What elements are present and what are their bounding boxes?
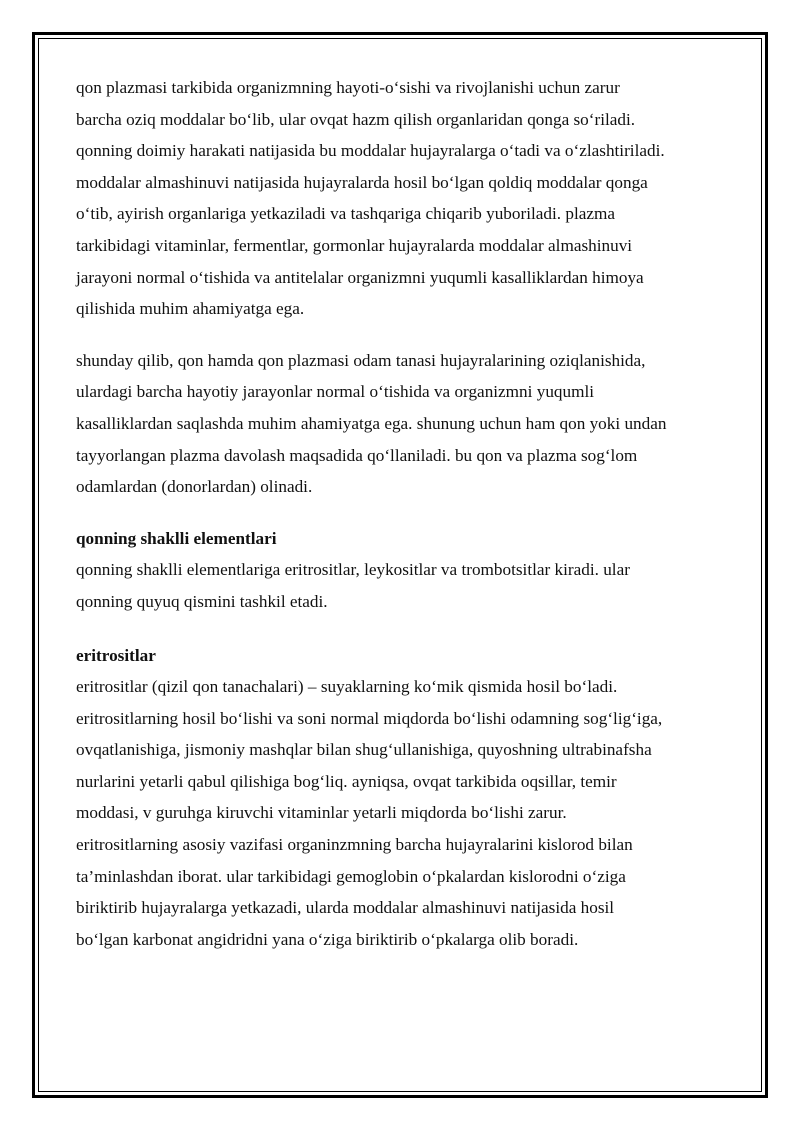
text-line: qonning doimiy harakati natijasida bu moddalar hujayralarga o‘tadi va o‘zlashtiriladi. [76,141,665,161]
text-line: tarkibidagi vitaminlar, fermentlar, gormonlar hujayralarda moddalar almashinuvi [76,235,633,255]
text-line: barcha oziq moddalar bo‘lib, ular ovqat hazm qilish organlaridan qonga so‘riladi. [76,109,636,129]
text-line: ta’minlashdan iborat. ular tarkibidagi gemoglobin o‘pkalardan kislorodni o‘ziga [76,866,626,886]
text-line: kasalliklardan saqlashda muhim ahamiyatga ega. shunung uchun ham qon yoki undan [76,413,667,433]
section-formed-elements [76,523,736,618]
text-line: eritrositlarning asosiy vazifasi organinzmning barcha hujayralarini kislorod bilan [76,835,633,855]
text-line: qonning shaklli elementlariga eritrositlar, leykositlar va trombotsitlar kiradi. ular [76,560,630,580]
text-line: qilishida muhim ahamiyatga ega. [76,299,305,319]
text-line: bo‘lgan karbonat angidridni yana o‘ziga biriktirib o‘pkalarga olib boradi. [76,929,579,949]
section-erythrocytes [76,640,736,956]
text-line: qonning quyuq qismini tashkil etadi. [76,591,328,611]
text-line: eritrositlarning hosil bo‘lishi va soni normal miqdorda bo‘lishi odamning sog‘lig‘iga, [76,708,663,728]
section-heading: eritrositlar [76,645,156,665]
section-heading: qonning shaklli elementlari [76,528,277,548]
text-line: qon plazmasi tarkibida organizmning hayoti-o‘sishi va rivojlanishi uchun zarur [76,78,620,97]
page-content [76,72,736,977]
text-line: jarayoni normal o‘tishida va antitelalar organizmni yuqumli kasalliklardan himoya [76,267,644,287]
text-line: tayyorlangan plazma davolash maqsadida qo‘llaniladi. bu qon va plazma sog‘lom [76,445,638,465]
paragraph-plasma-nutrients [76,72,736,325]
text-line: ulardagi barcha hayotiy jarayonlar normal o‘tishida va organizmni yuqumli [76,382,595,402]
text-line: nurlarini yetarli qabul qilishiga bog‘liq. ayniqsa, ovqat tarkibida oqsillar, temir [76,771,617,791]
text-line: odamlardan (donorlardan) olinadi. [76,477,313,497]
text-line: o‘tib, ayirish organlariga yetkaziladi va tashqariga chiqarib yuboriladi. plazma [76,204,615,224]
text-line: moddasi, v guruhga kiruvchi vitaminlar yetarli miqdorda bo‘lishi zarur. [76,803,567,823]
text-line: biriktirib hujayralarga yetkazadi, ularda moddalar almashinuvi natijasida hosil [76,898,615,918]
paragraph-plasma-importance [76,345,736,503]
text-line: eritrositlar (qizil qon tanachalari) – suyaklarning ko‘mik qismida hosil bo‘ladi. [76,677,618,697]
text-line: shunday qilib, qon hamda qon plazmasi odam tanasi hujayralarining oziqlanishida, [76,350,646,370]
text-line: ovqatlanishiga, jismoniy mashqlar bilan shug‘ullanishiga, quyoshning ultrabinafsha [76,740,652,760]
text-line: moddalar almashinuvi natijasida hujayralarda hosil bo‘lgan qoldiq moddalar qonga [76,172,648,192]
